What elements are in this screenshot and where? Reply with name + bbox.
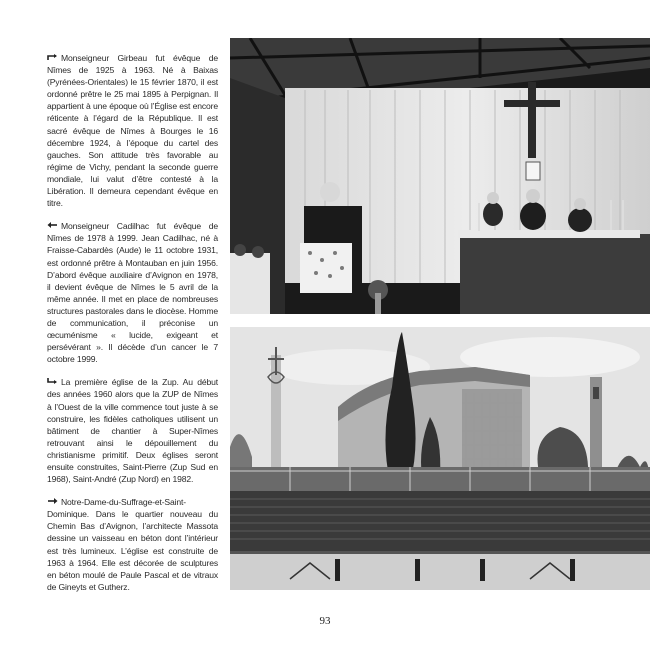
caption-column [47, 52, 218, 604]
page-number: 93 [319, 615, 331, 627]
caption-girbeau [47, 52, 218, 209]
photo-mass-in-worksite-church [230, 38, 650, 314]
caption-cadilhac [47, 220, 218, 365]
arrow-left-icon [47, 221, 58, 229]
caption-notre-dame [47, 496, 218, 593]
arrow-right-icon [47, 497, 58, 505]
caption-text: Monseigneur Cadilhac fut évêque de Nîmes de 1978 à 1999. Jean Cadilhac, né à Fraisse-Cabardès (Aude) le 11 octobre 1931, est ordonné prêtre à Montauban en juin 1956. D’abord évêque auxiliaire d’Avignon en 1978, il devient évêque de Nîmes le 5 avril de la même année. Il met en place de nombreuses structures pastorales dans le diocèse. Homme de communication, il préconise un œcuménisme « lucide, exigeant et persévérant ». Il décède d’un cancer le 7 octobre 1999. [47, 221, 218, 365]
photo-notre-dame-du-suffrage [230, 327, 650, 590]
arrow-down-right-icon [47, 377, 58, 385]
caption-text: La première église de la Zup. Au début des années 1960 alors que la ZUP de Nîmes à l’Ouest de la ville commence tout juste à se construire, les fidèles catholiques utilisent un bâtiment de chantier à Super-Nîmes retrouvant ainsi le dépouillement du christianisme primitif. Deux églises seront ensuite construites, Saint-Pierre (Zup Sud en 1968), Saint-André (Zup Nord) en 1982. [47, 377, 218, 485]
caption-text: Monseigneur Girbeau fut évêque de Nîmes de 1925 à 1963. Né à Baixas (Pyrénées-Orientales) le 15 février 1870, il est ordonné prêtre le 25 mai 1895 à Perpignan. Il appartient à une époque où l’Église est encore réticente à l’égard de la République. Il est sacré évêque de Nîmes à Bourges le 16 décembre 1924, à l’époque du cartel des gauches. Son attitude très favorable au régime de Vichy, pendant la seconde guerre mondiale, lui valut d’être contesté à la Libération. Il demeura cependant évêque en titre. [47, 53, 218, 209]
caption-text: Notre-Dame-du-Suffrage-et-Saint-Dominique. Dans le quartier nouveau du Chemin Bas d’Avignon, l’architecte Massota dessine un vaisseau en béton dont l’intérieur est très lumineux. L’église est construite de 1963 à 1964. Elle est décorée de sculptures en béton moulé de Paule Pascal et de vitraux de Gineyts et Gutherz. [47, 497, 218, 592]
caption-first-church [47, 376, 218, 485]
arrow-up-right-icon [47, 53, 58, 61]
